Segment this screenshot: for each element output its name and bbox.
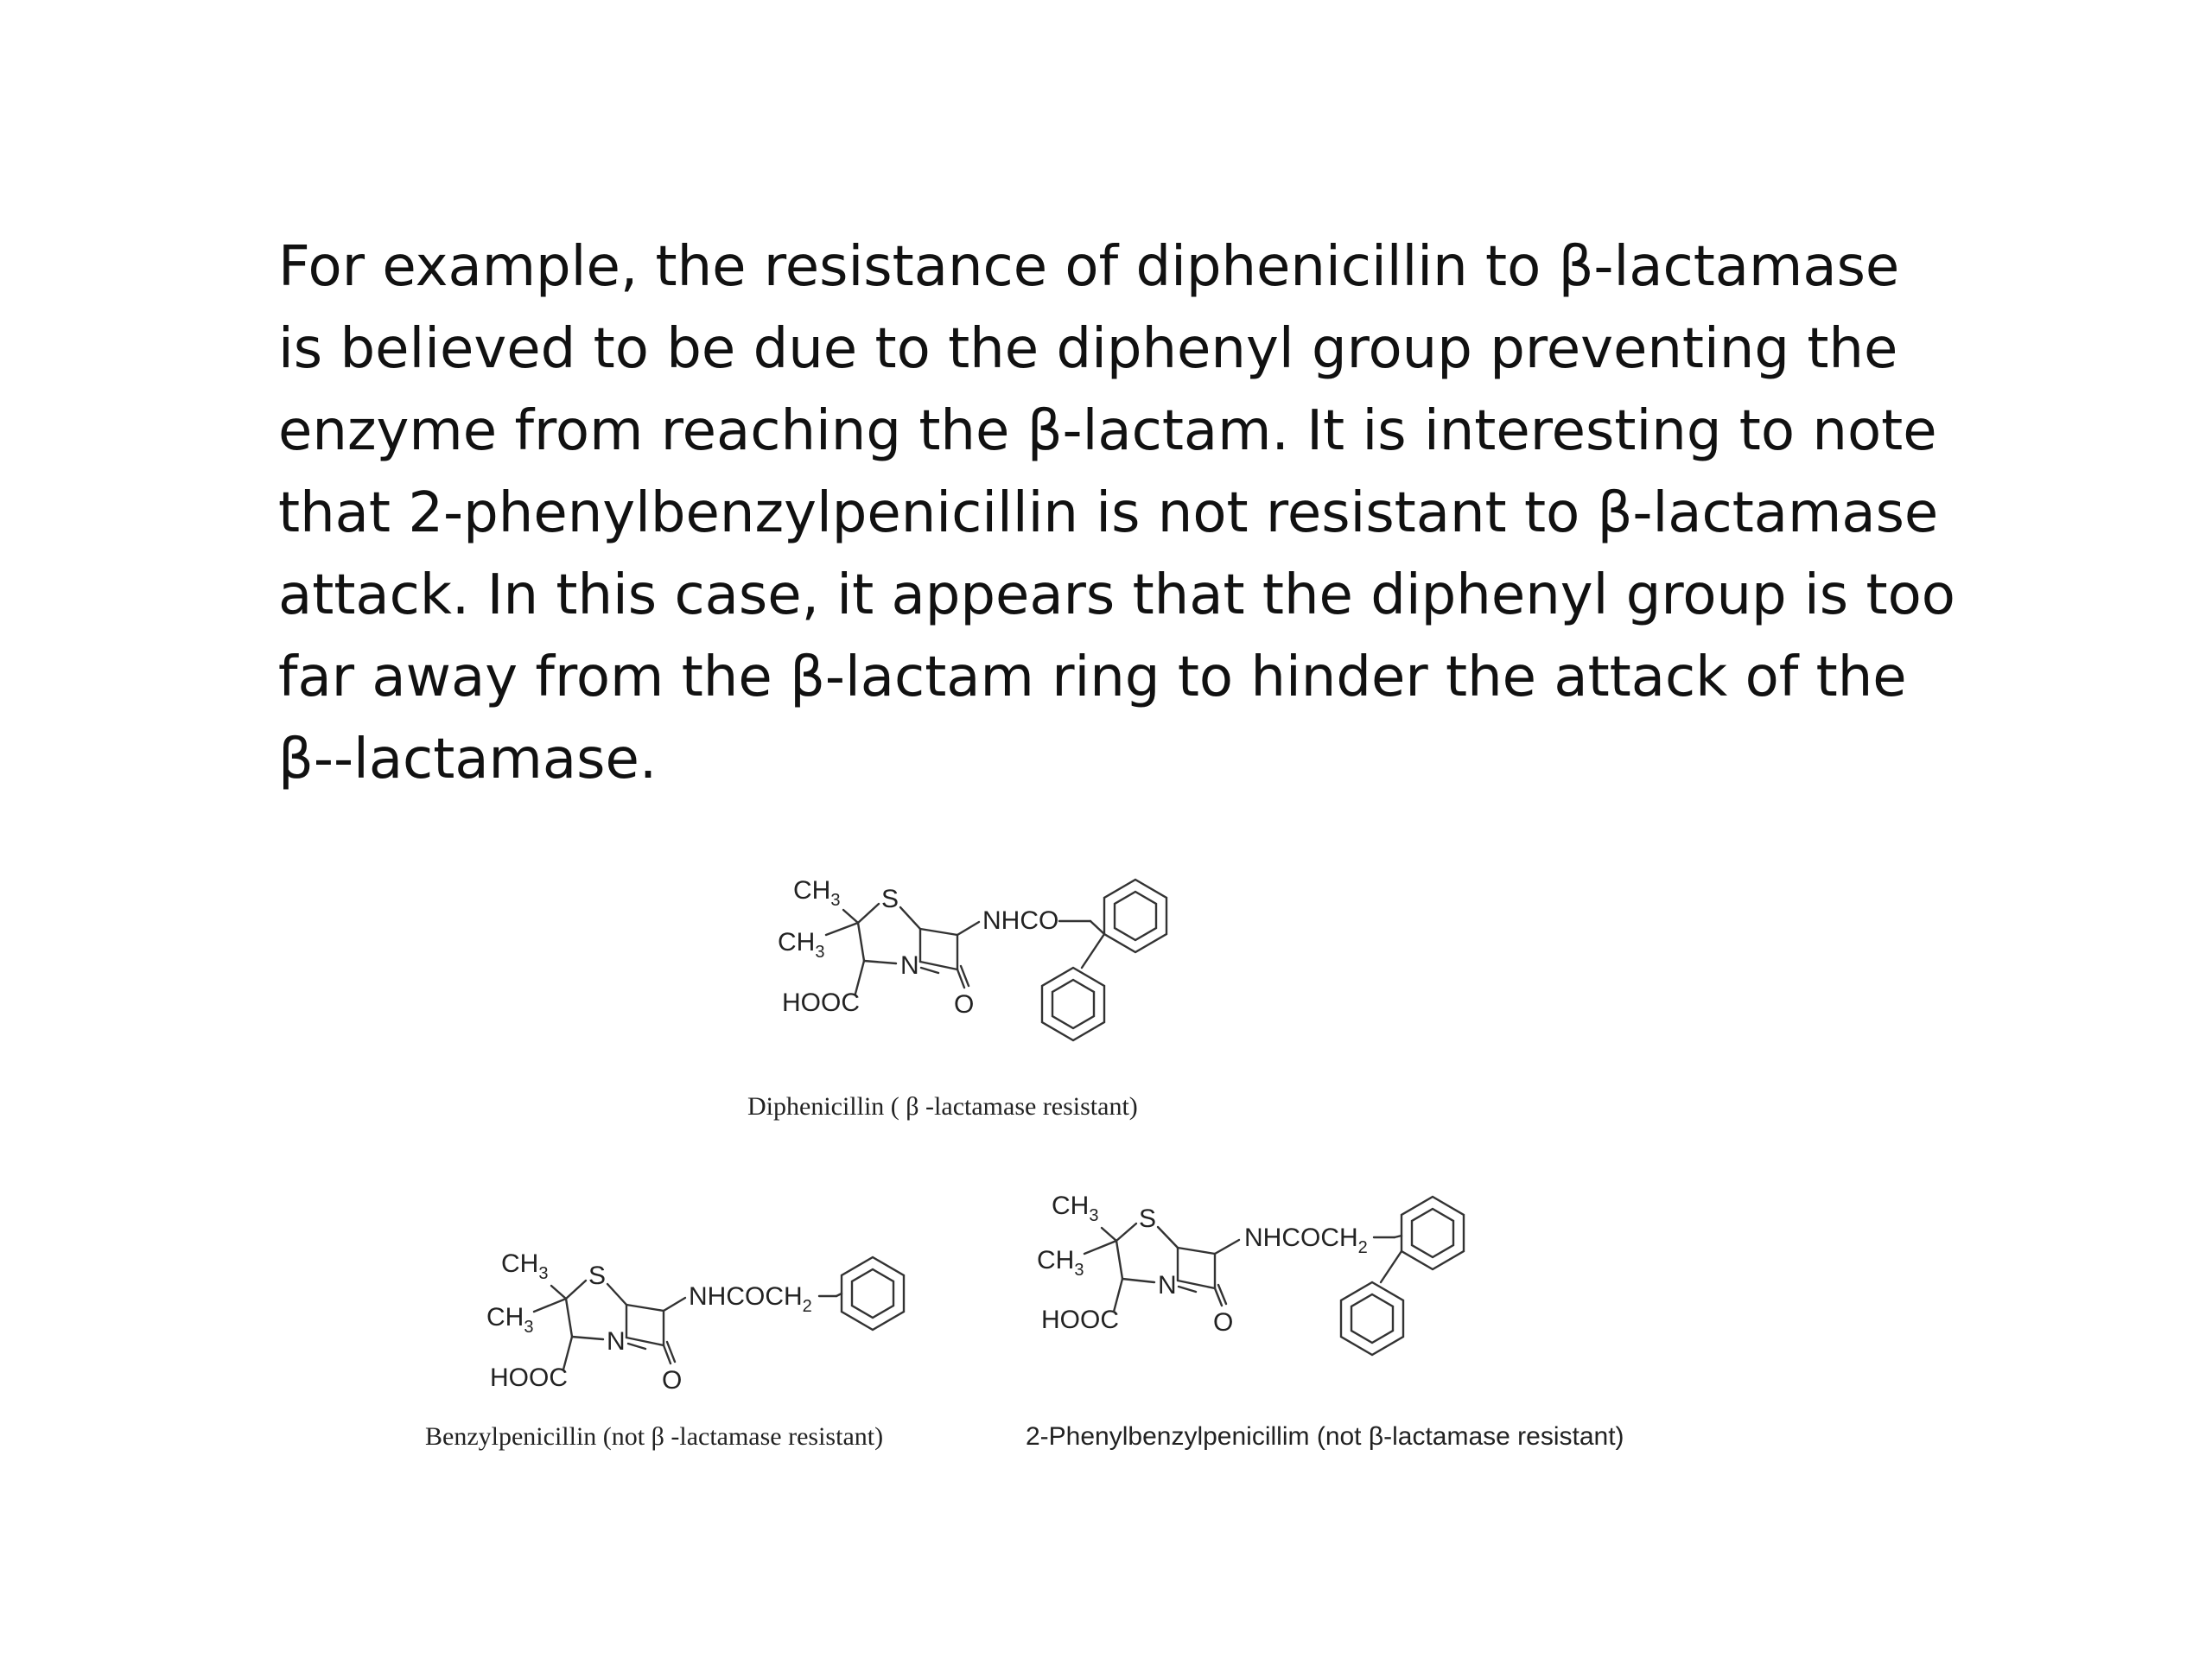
methyl-label: $CH_3$	[778, 928, 825, 962]
methyl-label: $CH_3$	[486, 1303, 534, 1337]
oxygen-label: O	[662, 1366, 683, 1395]
paragraph-line: is believed to be due to the diphenyl group preventing the	[278, 317, 1898, 381]
nitrogen-label: N	[1158, 1271, 1177, 1300]
phenylbenzylpenicillin-structure	[1026, 1192, 1624, 1451]
paragraph-line: that 2-phenylbenzylpenicillin is not resistant to β-lactamase	[278, 481, 1939, 545]
sulfur-label: S	[588, 1262, 607, 1290]
amide-label: $NHCOCH_2$	[689, 1282, 812, 1316]
paragraph-line: far away from the β-lactam ring to hinder the attack of the	[278, 645, 1907, 709]
paragraph-line: β--lactamase.	[278, 728, 658, 791]
sulfur-label: S	[1139, 1205, 1157, 1233]
benzene-ring	[1104, 880, 1166, 952]
amide-label: NHCO	[982, 906, 1059, 935]
structure-caption: Benzylpenicillin (not β -lactamase resistant)	[425, 1422, 884, 1451]
methyl-label: $CH_3$	[1037, 1246, 1084, 1280]
benzene-ring	[842, 1257, 904, 1330]
amide-label: $NHCOCH_2$	[1244, 1224, 1368, 1257]
structure-caption: 2-Phenylbenzylpenicillim (not β-lactamase resistant)	[1026, 1422, 1624, 1451]
sulfur-label: S	[881, 885, 899, 913]
oxygen-label: O	[1213, 1308, 1234, 1337]
paragraph-line: enzyme from reaching the β-lactam. It is interesting to note	[278, 399, 1937, 463]
diphenicillin-structure	[747, 876, 1166, 1121]
nitrogen-label: N	[607, 1327, 626, 1356]
oxygen-label: O	[954, 990, 975, 1019]
benzene-ring	[1341, 1282, 1403, 1355]
methyl-label: $CH_3$	[1052, 1192, 1099, 1225]
paragraph-line: attack. In this case, it appears that the diphenyl group is too	[278, 563, 1955, 627]
carboxyl-label: HOOC	[782, 988, 860, 1017]
nitrogen-label: N	[900, 951, 919, 980]
paragraph-line: For example, the resistance of diphenicillin to β-lactamase	[278, 235, 1900, 299]
benzene-ring	[1402, 1197, 1464, 1269]
structure-caption: Diphenicillin ( β -lactamase resistant)	[747, 1092, 1138, 1121]
methyl-label: $CH_3$	[501, 1249, 549, 1283]
benzene-ring	[1042, 968, 1104, 1040]
methyl-label: $CH_3$	[793, 876, 841, 910]
carboxyl-label: HOOC	[1041, 1306, 1119, 1334]
benzylpenicillin-structure	[425, 1249, 904, 1451]
carboxyl-label: HOOC	[490, 1363, 568, 1392]
